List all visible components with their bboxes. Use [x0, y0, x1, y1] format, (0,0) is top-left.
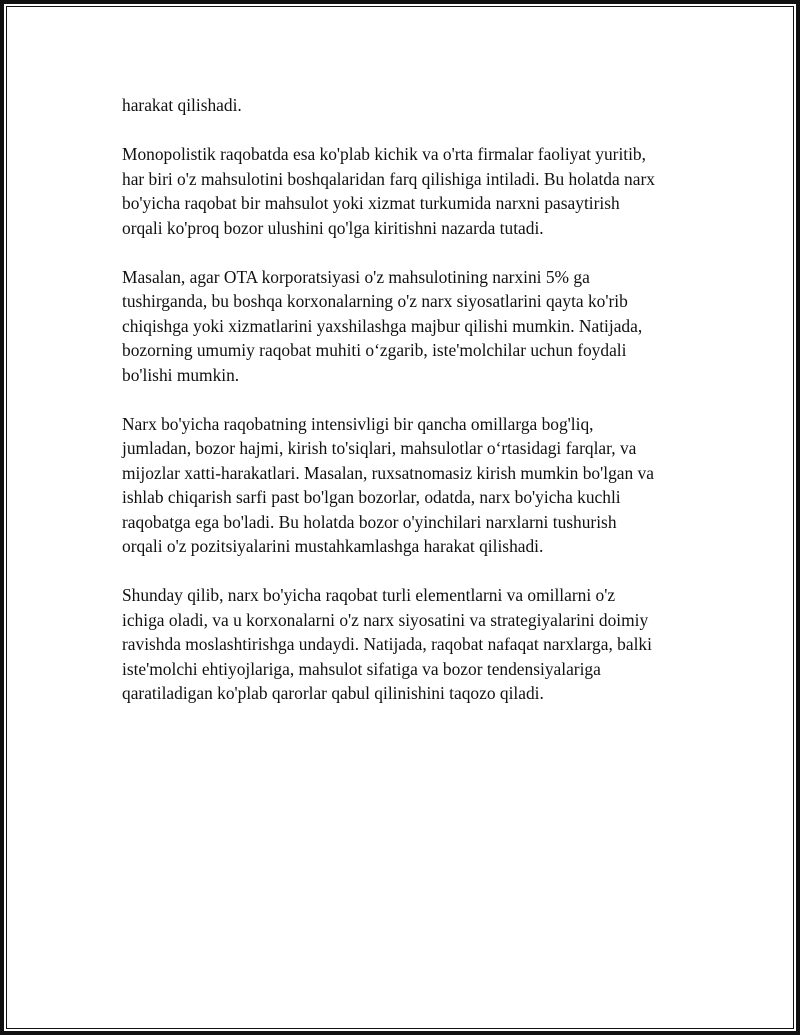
paragraph-4	[122, 412, 702, 559]
text-line: chiqishga yoki xizmatlarini yaxshilashga majbur qilishi mumkin. Natijada,	[122, 315, 643, 336]
text-line: mijozlar xatti-harakatlari. Masalan, ruxsatnomasiz kirish mumkin bo'lgan va	[122, 462, 654, 483]
text-line: jumladan, bozor hajmi, kirish to'siqlari, mahsulotlar o‘rtasidagi farqlar, va	[122, 438, 637, 458]
text-line: ichiga oladi, va u korxonalarni o'z narx siyosatini va strategiyalarini doimiy	[122, 609, 649, 630]
text-line: ravishda moslashtirishga undaydi. Natijada, raqobat nafaqat narxlarga, balki	[122, 634, 652, 654]
text-line: Monopolistik raqobatda esa ko'plab kichik va o'rta firmalar faoliyat yuritib,	[122, 144, 646, 164]
text-line: bo'yicha raqobat bir mahsulot yoki xizmat turkumida narxni pasaytirish	[122, 193, 620, 213]
text-line: raqobatga ega bo'ladi. Bu holatda bozor o'yinchilari narxlarni tushurish	[122, 511, 617, 532]
text-line: orqali ko'proq bozor ulushini qo'lga kiritishni nazarda tutadi.	[122, 217, 544, 238]
text-line: orqali o'z pozitsiyalarini mustahkamlashga harakat qilishadi.	[122, 536, 544, 556]
text-line: Narx bo'yicha raqobatning intensivligi bir qancha omillarga bog'liq,	[122, 413, 594, 434]
text-line: bozorning umumiy raqobat muhiti o‘zgarib, iste'molchilar uchun foydali	[122, 340, 627, 360]
text-line: harakat qilishadi.	[122, 95, 242, 115]
text-line: tushirganda, bu boshqa korxonalarning o'z narx siyosatlarini qayta ko'rib	[122, 291, 628, 311]
paragraph-5	[122, 583, 702, 706]
text-line: ishlab chiqarish sarfi past bo'lgan bozorlar, odatda, narx bo'yicha kuchli	[122, 487, 621, 507]
paragraph-2	[122, 142, 702, 240]
text-line: iste'molchi ehtiyojlariga, mahsulot sifatiga va bozor tendensiyalariga	[122, 658, 601, 679]
paragraph-1	[122, 93, 702, 118]
paragraph-3	[122, 265, 702, 388]
text-line: bo'lishi mumkin.	[122, 364, 240, 385]
text-line: Masalan, agar OTA korporatsiyasi o'z mahsulotining narxini 5% ga	[122, 266, 590, 287]
text-line: har biri o'z mahsulotini boshqalaridan farq qilishiga intiladi. Bu holatda narx	[122, 168, 655, 189]
document-body	[122, 93, 702, 730]
text-line: qaratiladigan ko'plab qarorlar qabul qilinishini taqozo qiladi.	[122, 683, 544, 703]
text-line: Shunday qilib, narx bo'yicha raqobat turli elementlarni va omillarni o'z	[122, 585, 616, 605]
